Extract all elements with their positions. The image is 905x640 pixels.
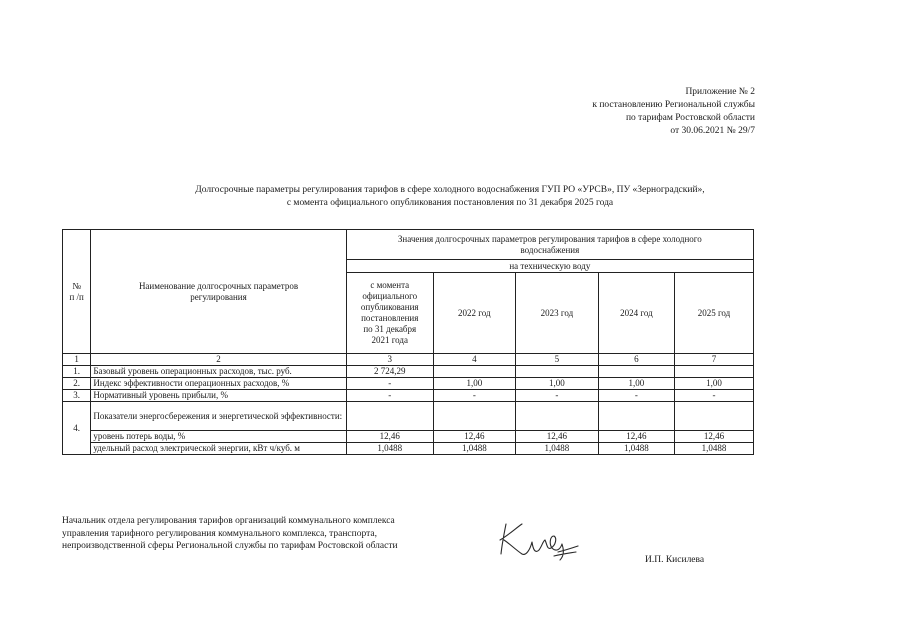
value-cell: 12,46	[598, 431, 674, 443]
table-row	[63, 366, 754, 378]
value-cell: -	[346, 378, 433, 390]
row-number: 1.	[63, 366, 91, 378]
parameter-name: Нормативный уровень прибыли, %	[91, 390, 346, 402]
header-period: с момента официального опубликования постановления по 31 декабря 2021 года	[346, 273, 433, 354]
signoff-position: Начальник отдела регулирования тарифов организаций коммунального комплекса управления тарифного регулирования коммунального комплекса, транспорта, непроизводственной сферы Региональной службы по тарифам Ростовской области	[62, 516, 398, 551]
value-cell: -	[674, 390, 753, 402]
table-row	[63, 390, 754, 402]
value-cell: 1,00	[433, 378, 515, 390]
value-cell: 1,00	[674, 378, 753, 390]
column-number-row	[63, 354, 754, 366]
value-cell: 1,0488	[598, 443, 674, 455]
value-cell: -	[515, 390, 598, 402]
header-parameter-name: Наименование долгосрочных параметров регулирования	[91, 230, 346, 354]
value-cell	[674, 366, 753, 378]
parameter-name: Индекс эффективности операционных расходов, %	[91, 378, 346, 390]
handwritten-signature	[492, 516, 582, 562]
parameter-name: удельный расход электрической энергии, кВт ч/куб. м	[91, 443, 346, 455]
value-cell: -	[433, 390, 515, 402]
value-cell: 1,00	[598, 378, 674, 390]
table-row	[63, 443, 754, 455]
value-cell	[433, 366, 515, 378]
column-number: 4	[433, 354, 515, 366]
column-number: 1	[63, 354, 91, 366]
parameter-name: уровень потерь воды, %	[91, 431, 346, 443]
parameter-name: Базовый уровень операционных расходов, тыс. руб.	[91, 366, 346, 378]
value-cell: 12,46	[515, 431, 598, 443]
value-cell	[433, 402, 515, 431]
header-period: 2022 год	[433, 273, 515, 354]
parameters-table	[62, 229, 754, 455]
column-number: 5	[515, 354, 598, 366]
table-row	[63, 378, 754, 390]
header-period: 2024 год	[598, 273, 674, 354]
row-number: 2.	[63, 378, 91, 390]
value-cell: -	[598, 390, 674, 402]
appendix-header	[592, 86, 755, 138]
header-period: 2023 год	[515, 273, 598, 354]
value-cell: 1,0488	[674, 443, 753, 455]
header-values-group: Значения долгосрочных параметров регулирования тарифов в сфере холодного водоснабжения	[346, 230, 753, 260]
table-row	[63, 402, 754, 431]
column-number: 3	[346, 354, 433, 366]
value-cell	[515, 366, 598, 378]
value-cell: 1,0488	[515, 443, 598, 455]
column-number: 2	[91, 354, 346, 366]
value-cell: 1,0488	[433, 443, 515, 455]
value-cell: -	[346, 390, 433, 402]
signer-name: И.П. Кисилева	[645, 555, 705, 565]
value-cell: 12,46	[433, 431, 515, 443]
value-cell: 12,46	[346, 431, 433, 443]
appendix-line-2: к постановлению Региональной службы	[592, 100, 755, 110]
value-cell: 12,46	[674, 431, 753, 443]
column-number: 6	[598, 354, 674, 366]
table-row	[63, 431, 754, 443]
value-cell	[598, 402, 674, 431]
document-title	[120, 184, 780, 209]
parameter-name: Показатели энергосбережения и энергетической эффективности:	[91, 402, 346, 431]
appendix-line-3: по тарифам Ростовской области	[625, 113, 755, 123]
value-cell: 2 724,29	[346, 366, 433, 378]
value-cell	[346, 402, 433, 431]
appendix-line-1: Приложение № 2	[685, 87, 755, 97]
title-line-2: с момента официального опубликования постановления по 31 декабря 2025 года	[286, 197, 614, 208]
value-cell: 1,00	[515, 378, 598, 390]
value-cell	[674, 402, 753, 431]
row-number: 4.	[63, 402, 91, 455]
title-line-1: Долгосрочные параметры регулирования тарифов в сфере холодного водоснабжения ГУП РО «УРСВ», ПУ «Зерноградский»,	[195, 185, 705, 195]
header-period: 2025 год	[674, 273, 753, 354]
row-number: 3.	[63, 390, 91, 402]
value-cell: 1,0488	[346, 443, 433, 455]
value-cell	[515, 402, 598, 431]
value-cell	[598, 366, 674, 378]
appendix-line-4: от 30.06.2021 № 29/7	[670, 126, 755, 136]
header-subgroup: на техническую воду	[346, 260, 753, 273]
header-number: № п /п	[63, 230, 91, 354]
column-number: 7	[674, 354, 753, 366]
